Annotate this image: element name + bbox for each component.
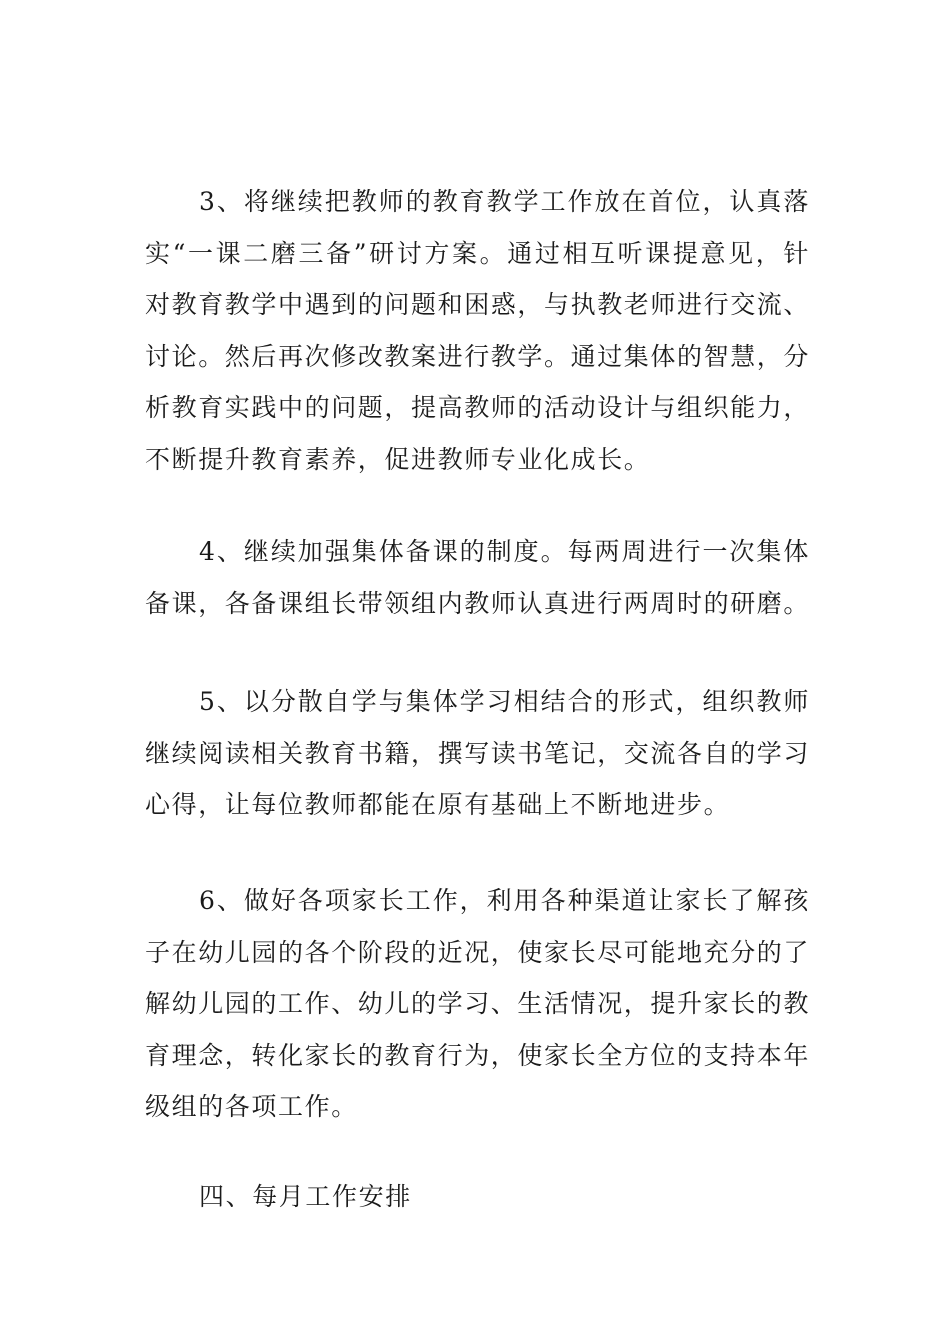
paragraph-item-6: 6、做好各项家长工作，利用各种渠道让家长了解孩子在幼儿园的各个阶段的近况，使家长尽可能地充分的了解幼儿园的工作、幼儿的学习、生活情况，提升家长的教育理念，转化家长的教育行为，使家长全方位的支持本年级组的各项工作。 — [145, 886, 811, 1121]
paragraph-item-4: 4、继续加强集体备课的制度。每两周进行一次集体备课，各备课组长带领组内教师认真进行两周时的研磨。 — [145, 537, 811, 618]
section-heading: 四、每月工作安排 — [199, 1182, 412, 1211]
paragraph-item-5: 5、以分散自学与集体学习相结合的形式，组织教师继续阅读相关教育书籍，撰写读书笔记，交流各自的学习心得，让每位教师都能在原有基础上不断地进步。 — [145, 687, 811, 819]
paragraph-item-3: 3、将继续把教师的教育教学工作放在首位，认真落实“一课二磨三备”研讨方案。通过相互听课提意见，针对教育教学中遇到的问题和困惑，与执教老师进行交流、讨论。然后再次修改教案进行教学。通过集体的智慧，分析教育实践中的问题，提高教师的活动设计与组织能力，不断提升教育素养，促进教师专业化成长。 — [145, 187, 811, 474]
